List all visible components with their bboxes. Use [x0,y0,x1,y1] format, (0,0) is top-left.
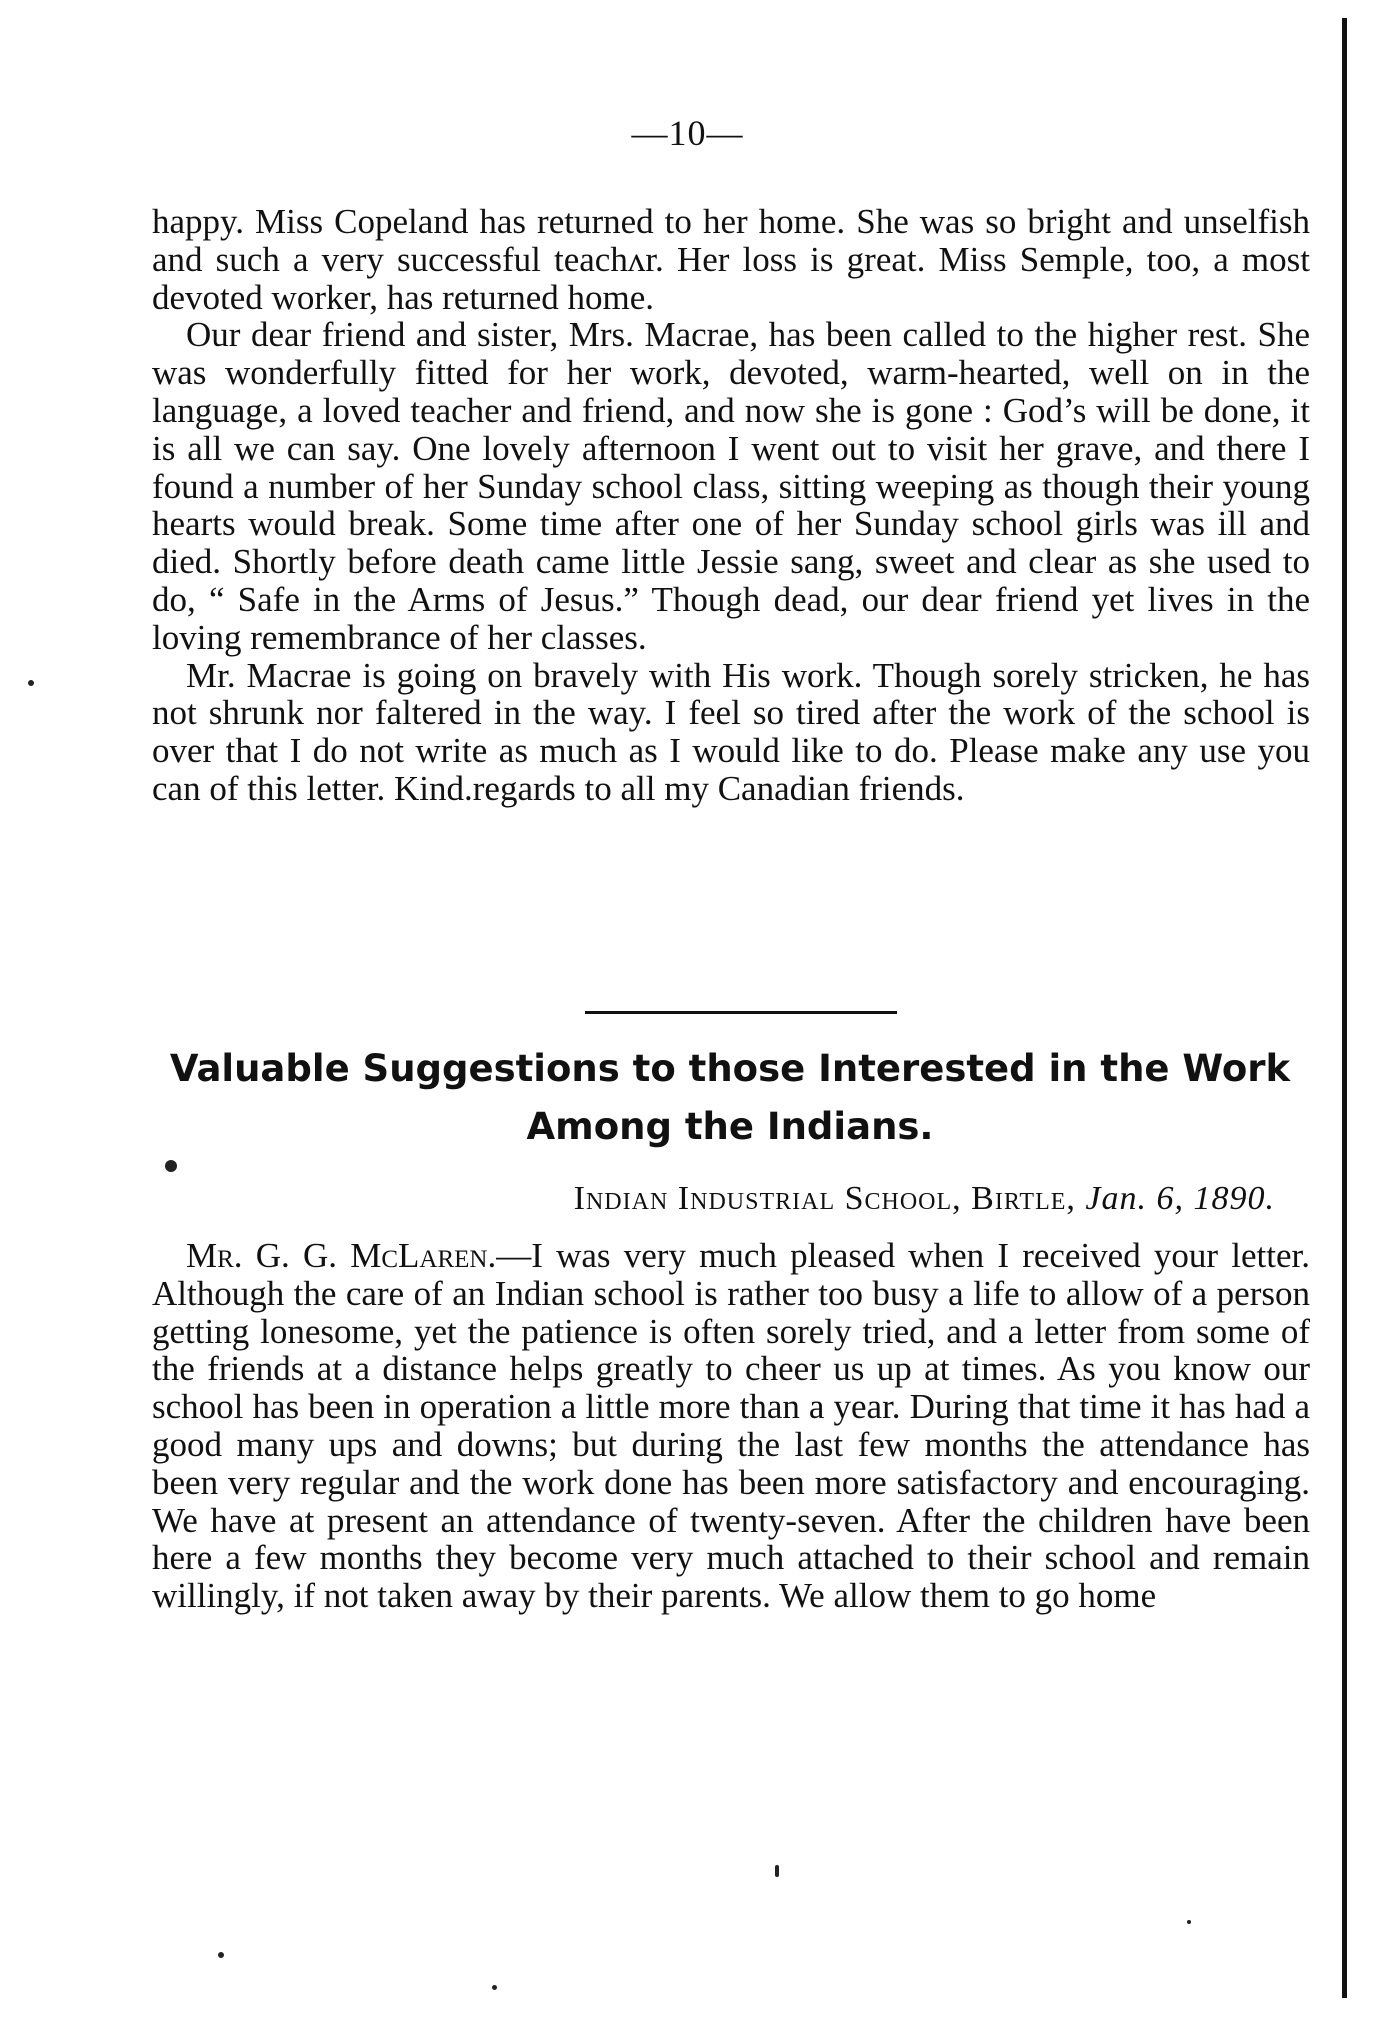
salutation: Mr. G. G. McLaren. [186,1236,497,1275]
letter-body-paragraph [152,1237,1310,1615]
letter-body-text: —I was very much pleased when I received your letter. Although the care of an Indian school is rather too busy a life to allow of a person getting lonesome, yet the patience is often sorely tried, and a letter from some of the friends at a distance helps greatly to cheer us up at times. As you know our school has been in operation a little more than a year. During that time it has had a good many ups and downs; but during the last few months the attendance has been very regular and the work done has been more satisfactory and encouraging. We have at present an attendance of twenty-seven. After the children have been here a few months they become very much attached to their school and remain willingly, if not taken away by their parents. We allow them to go home [152,1236,1311,1616]
scan-speck [1187,1920,1191,1924]
letter-paragraph-1: happy. Miss Copeland has returned to her home. She was so bright and unselfish and such a very successful teachʌr. Her loss is great. Miss Semple, too, a most devoted worker, has returned home. [152,202,1310,317]
scan-speck [775,1865,779,1877]
section-divider [585,1011,897,1014]
dateline-date: Jan. 6, 1890. [1085,1180,1275,1217]
letter-paragraph-3: Mr. Macrae is going on bravely with His work. Though sorely stricken, he has not shrunk nor faltered in the way. I feel so tired after the work of the school is over that I do not write as much as I would like to do. Please make any use you can of this letter. Kind.regards to all my Canadian friends. [152,655,1310,808]
section-heading: Valuable Suggestions to those Interested in the Work Among the Indians. [169,1047,1291,1148]
scan-edge-border [1342,18,1347,1998]
page-number: —10— [631,113,744,153]
scan-speck [165,1160,177,1172]
letter-paragraph-2: Our dear friend and sister, Mrs. Macrae, has been called to the higher rest. She was wonderfully fitted for her work, devoted, warm-hearted, well on in the language, a loved teacher and friend, and now she is gone : God’s will be done, it is all we can say. One lovely afternoon I went out to visit her grave, and there I found a number of her Sunday school class, sitting weeping as though their young hearts would break. Some time after one of her Sunday school girls was ill and died. Shortly before death came little Jessie sang, sweet and clear as she used to do, “ Safe in the Arms of Jesus.” Though dead, our dear friend yet lives in the loving remembrance of her classes. [152,315,1310,657]
scan-speck [218,1952,224,1958]
scan-speck [492,1985,497,1990]
letter-body [152,1237,1310,1615]
dateline-place: Indian Industrial School, Birtle, [573,1180,1076,1217]
dateline [574,1180,1275,1218]
scan-speck [28,680,34,686]
letter-continued [152,203,1310,808]
